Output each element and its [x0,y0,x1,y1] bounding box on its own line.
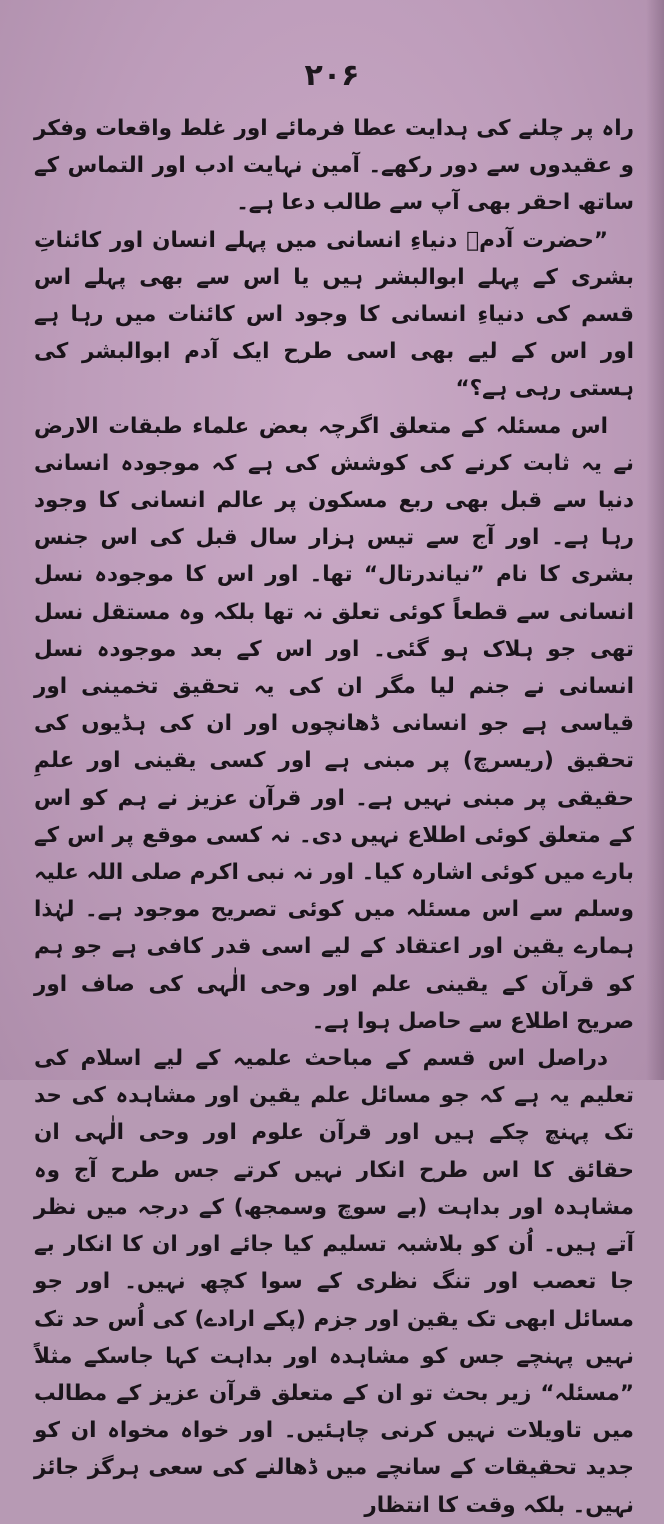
page-number: ۲۰۶ [304,58,360,93]
page-body-text [34,110,634,1524]
paragraph: راہ پر چلنے کی ہدایت عطا فرمائے اور غلط واقعات وفکر و عقیدوں سے دور رکھے۔ آمین نہایت ادب اور التماس کے ساتھ احقر بھی آپ سے طالب دعا ہے۔ [34,116,634,216]
paragraph: ”حضرت آدمؑ دنیاءِ انسانی میں پہلے انسان اور کائناتِ بشری کے پہلے ابوالبشر ہیں یا اس سے بھی پہلے اس قسم کی دنیاءِ انسانی کا وجود اس کائنات میں رہا ہے اور اس کے لیے بھی اسی طرح ایک آدم ابوالبشر کی ہستی رہی ہے؟“ [34,227,634,402]
paragraph: دراصل اس قسم کے مباحث علمیہ کے لیے اسلام کی تعلیم یہ ہے کہ جو مسائل علم یقین اور مشاہدہ کی حد تک پہنچ چکے ہیں اور قرآن علوم اور وحی الٰہی ان حقائق کا اس طرح انکار نہیں کرتے جس طرح آج وہ مشاہدہ اور بداہت (بے سوچ وسمجھ) کے درجہ میں نظر آتے ہیں۔ اُن کو بلاشبہ تسلیم کیا جائے اور ان کا انکار بے جا تعصب اور تنگ نظری کے سوا کچھ نہیں۔ اور جو مسائل ابھی تک یقین اور جزم (پکے ارادے) کی اُس حد تک نہیں پہنچے جس کو مشاہدہ اور بداہت کہا جاسکے مثلاً ”مسئلہ“ زیر بحث تو ان کے متعلق قرآن عزیز کے مطالب میں تاویلات نہیں کرنی چاہئیں۔ اور خواہ مخواہ ان کو جدید تحقیقات کے سانچے میں ڈھالنے کی سعی ہرگز جائز نہیں۔ بلکہ وقت کا انتظار [34,1046,634,1518]
page-edge-shadow [646,0,664,1080]
paragraph: اس مسئلہ کے متعلق اگرچہ بعض علماء طبقات الارض نے یہ ثابت کرنے کی کوشش کی ہے کہ موجودہ انسانی دنیا سے قبل بھی ربع مسکون پر عالم انسانی کا وجود رہا ہے۔ اور آج سے تیس ہزار سال قبل کی اس جنس بشری کا نام ”نیاندرتال“ تھا۔ اور اس کا موجودہ نسل انسانی سے قطعاً کوئی تعلق نہ تھا بلکہ وہ مستقل نسل تھی جو ہلاک ہو گئی۔ اور اس کے بعد موجودہ نسل انسانی نے جنم لیا مگر ان کی یہ تحقیق تخمینی اور قیاسی ہے جو انسانی ڈھانچوں اور ان کی ہڈیوں کی تحقیق (ریسرچ) پر مبنی ہے اور کسی یقینی اور علمِ حقیقی پر مبنی نہیں ہے۔ اور قرآن عزیز نے ہم کو اس کے متعلق کوئی اطلاع نہیں دی۔ نہ کسی موقع پر اس کے بارے میں کوئی اشارہ کیا۔ اور نہ نبی اکرم صلی اللہ علیہ وسلم سے اس مسئلہ میں کوئی تصریح موجود ہے۔ لہٰذا ہمارے یقین اور اعتقاد کے لیے اسی قدر کافی ہے جو ہم کو قرآن کے یقینی علم اور وحی الٰہی کی صاف اور صریح اطلاع سے حاصل ہوا ہے۔ [34,413,634,1034]
